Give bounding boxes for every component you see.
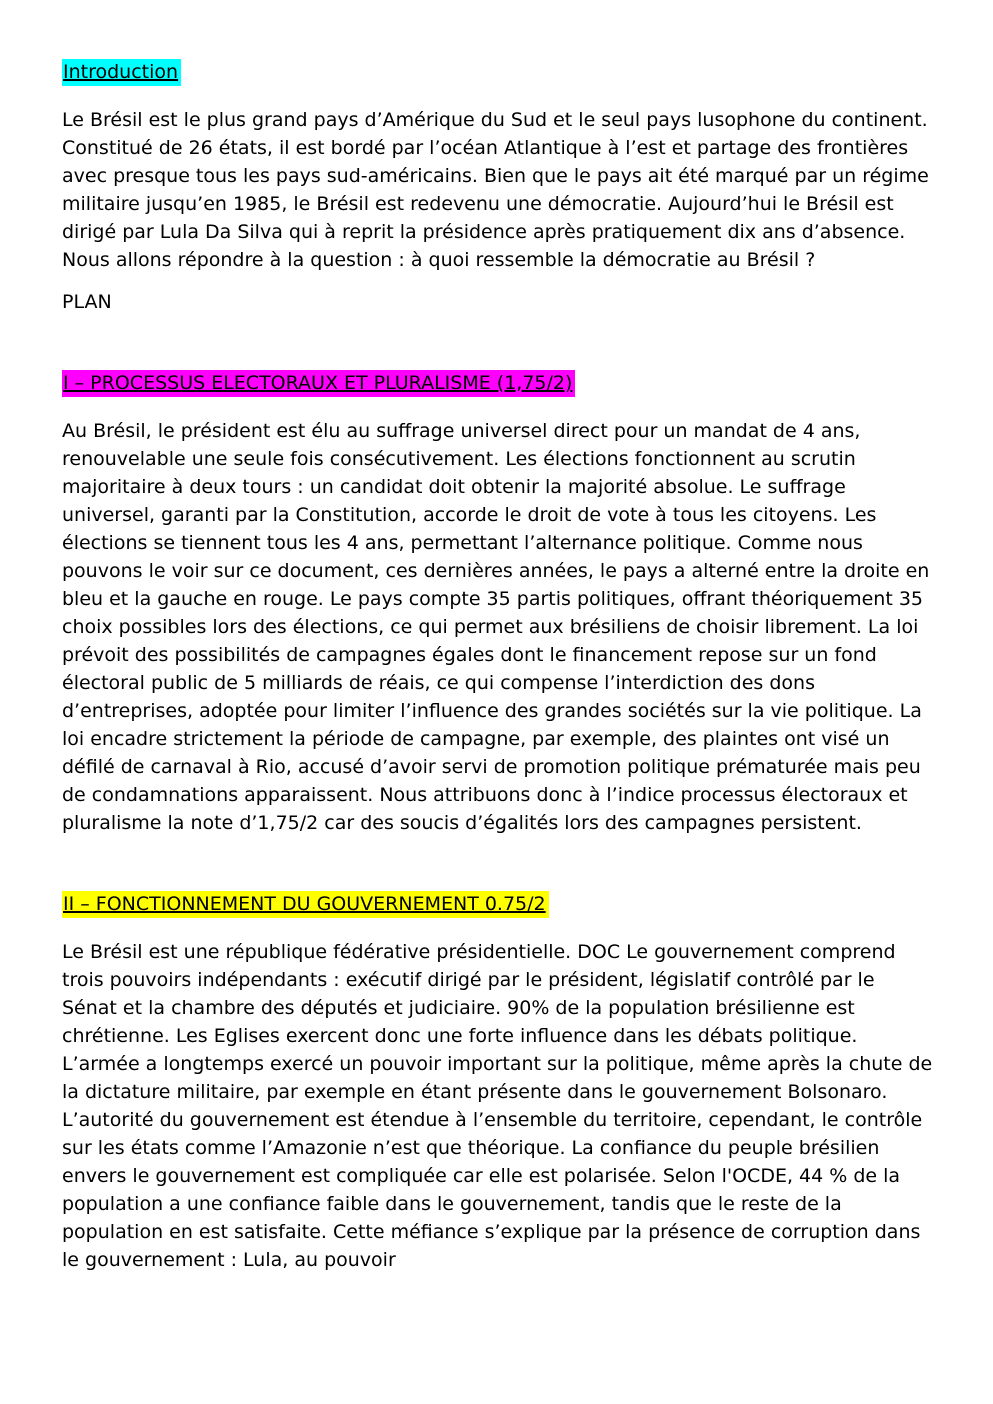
intro-paragraph: Le Brésil est le plus grand pays d’Amérique du Sud et le seul pays lusophone du continent. Constitué de 26 états, il est bordé par l’océan Atlantique à l’est et partage des frontières avec presque tous les pays sud-américains. Bien que le pays ait été marqué par un régime militaire jusqu’en 1985, le Brésil est redevenu une démocratie. Aujourd’hui le Brésil est dirigé par Lula Da Silva qui à reprit la présidence après pratiquement dix ans d’absence. Nous allons répondre à la question : à quoi ressemble la démocratie au Brésil ?	[62, 109, 929, 271]
section2-heading	[62, 890, 934, 918]
section1-heading	[62, 369, 934, 397]
section1-paragraph: Au Brésil, le président est élu au suffrage universel direct pour un mandat de 4 ans, renouvelable une seule fois consécutivement. Les élections fonctionnent au scrutin majoritaire à deux tours : un candidat doit obtenir la majorité absolue. Le suffrage universel, garanti par la Constitution, accorde le droit de vote à tous les citoyens. Les élections se tiennent tous les 4 ans, permettant l’alternance politique. Comme nous pouvons le voir sur ce document, ces dernières années, le pays a alterné entre la droite en bleu et la gauche en rouge. Le pays compte 35 partis politiques, offrant théoriquement 35 choix possibles lors des élections, ce qui permet aux brésiliens de choisir librement. La loi prévoit des possibilités de campagnes égales dont le financement repose sur un fond électoral public de 5 milliards de réais, ce qui compense l’interdiction des dons d’entreprises, adoptée pour limiter l’influence des grandes sociétés sur la vie politique. La loi encadre strictement la période de campagne, par exemple, des plaintes ont visé un défilé de carnaval à Rio, accusé d’avoir servi de promotion politique prématurée mais peu de condamnations apparaissent. Nous attribuons donc à l’indice processus électoraux et pluralisme la note d’1,75/2 car des soucis d’égalités lors des campagnes persistent.	[62, 420, 930, 834]
section1-heading-highlight: I – PROCESSUS ELECTORAUX ET PLURALISME (1,75/2)	[62, 370, 575, 397]
intro-heading-highlight: Introduction	[62, 59, 181, 86]
section2-paragraph: Le Brésil est une république fédérative présidentielle. DOC Le gouvernement comprend trois pouvoirs indépendants : exécutif dirigé par le président, législatif contrôlé par le Sénat et la chambre des députés et judiciaire. 90% de la population brésilienne est chrétienne. Les Eglises exercent donc une forte influence dans les débats politique. L’armée a longtemps exercé un pouvoir important sur la politique, même après la chute de la dictature militaire, par exemple en étant présente dans le gouvernement Bolsonaro. L’autorité du gouvernement est étendue à l’ensemble du territoire, cependant, le contrôle sur les états comme l’Amazonie n’est que théorique. La confiance du peuple brésilien envers le gouvernement est compliquée car elle est polarisée. Selon l'OCDE, 44 % de la population a une confiance faible dans le gouvernement, tandis que le reste de la population en est satisfaite. Cette méfiance s’explique par la présence de corruption dans le gouvernement : Lula, au pouvoir	[62, 941, 933, 1271]
section2-heading-highlight: II – FONCTIONNEMENT DU GOUVERNEMENT 0.75/2	[62, 891, 549, 918]
plan-label: PLAN	[62, 291, 112, 313]
intro-heading	[62, 58, 934, 86]
